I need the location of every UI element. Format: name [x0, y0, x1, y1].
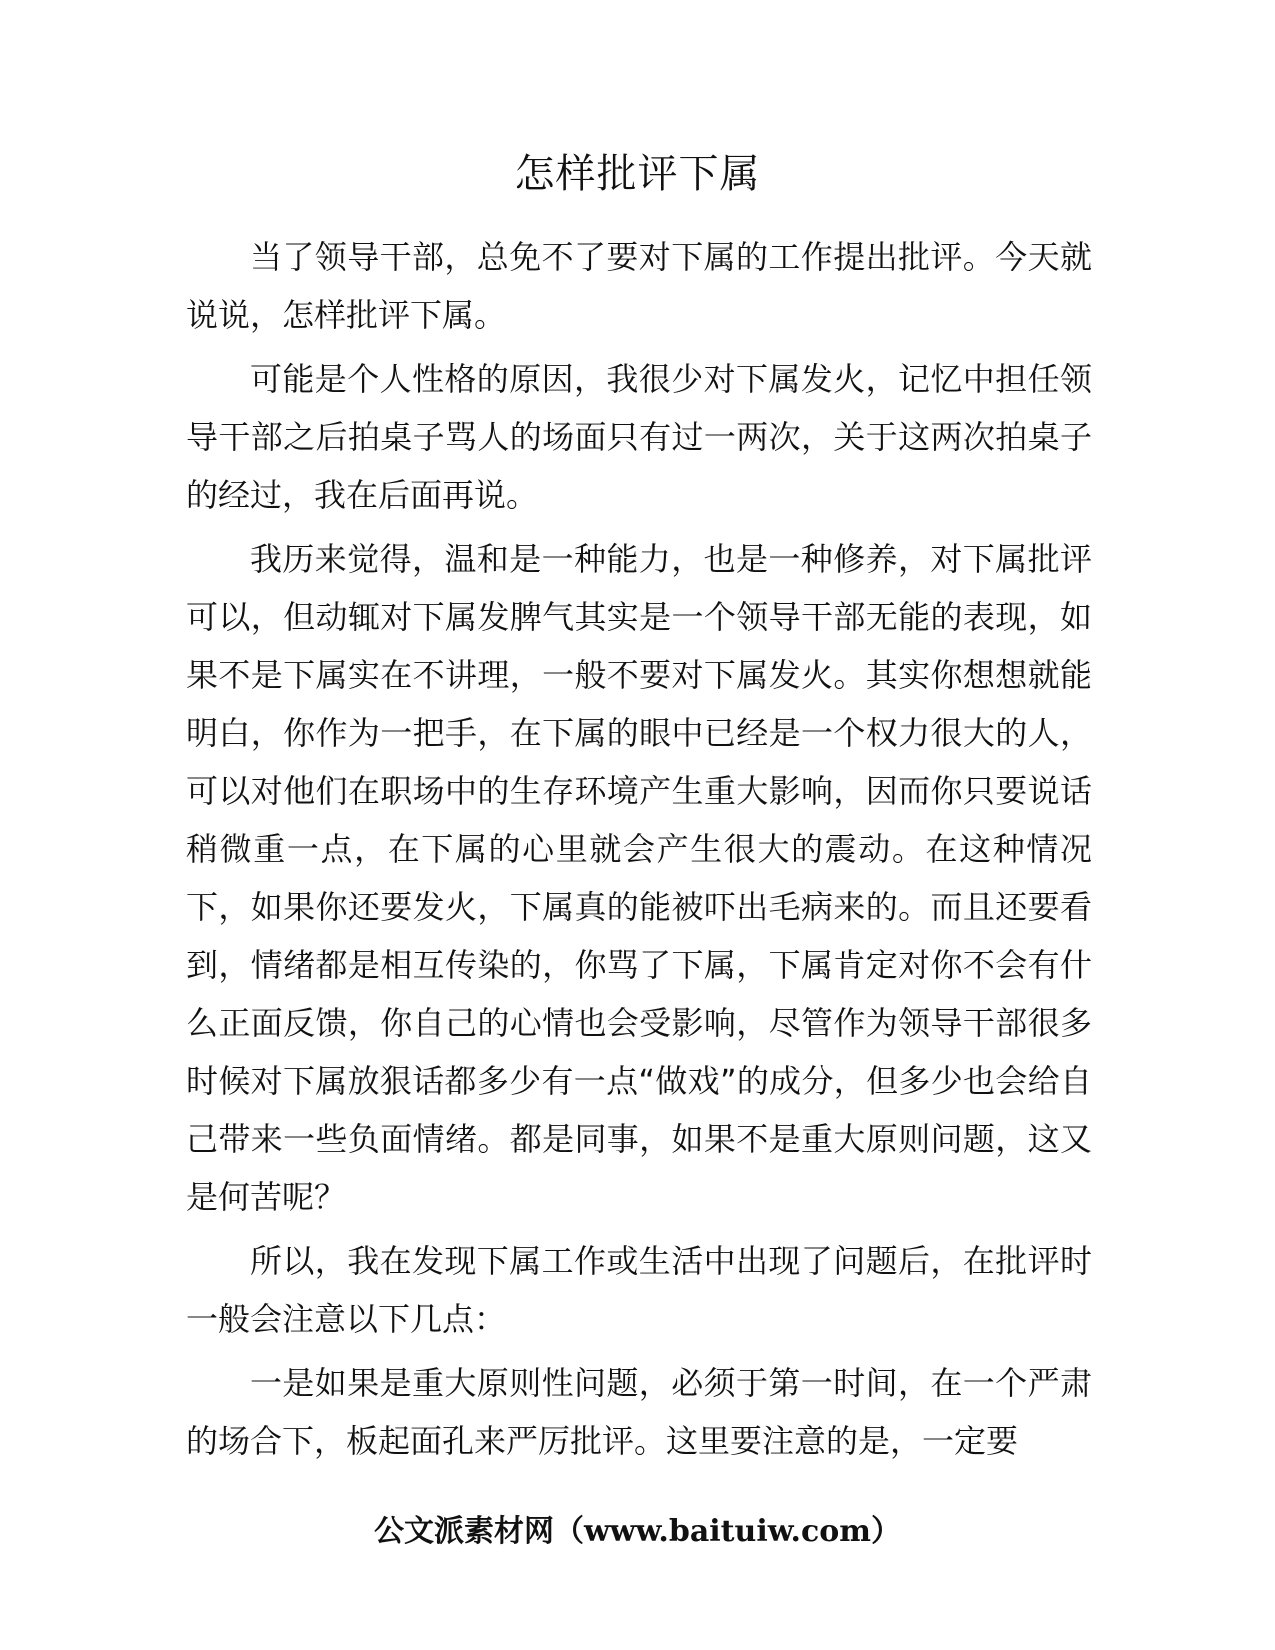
paragraph-1: 当了领导干部，总免不了要对下属的工作提出批评。今天就说说，怎样批评下属。 — [186, 238, 1092, 334]
paragraph-4: 所以，我在发现下属工作或生活中出现了问题后，在批评时一般会注意以下几点： — [186, 1242, 1092, 1338]
document-body — [186, 228, 1092, 1476]
paragraph-5: 一是如果是重大原则性问题，必须于第一时间，在一个严肃的场合下，板起面孔来严厉批评。这里要注意的是，一定要 — [186, 1364, 1092, 1460]
paragraph-2: 可能是个人性格的原因，我很少对下属发火，记忆中担任领导干部之后拍桌子骂人的场面只有过一两次，关于这两次拍桌子的经过，我在后面再说。 — [186, 360, 1092, 514]
document-title: 怎样批评下属 — [514, 151, 761, 197]
page-footer-watermark: 公文派素材网（www.baituiw.com） — [373, 1514, 902, 1549]
paragraph-3: 我历来觉得，温和是一种能力，也是一种修养，对下属批评可以，但动辄对下属发脾气其实是一个领导干部无能的表现，如果不是下属实在不讲理，一般不要对下属发火。其实你想想就能明白，你作为一把手，在下属的眼中已经是一个权力很大的人，可以对他们在职场中的生存环境产生重大影响，因而你只要说话稍微重一点，在下属的心里就会产生很大的震动。在这种情况下，如果你还要发火，下属真的能被吓出毛病来的。而且还要看到，情绪都是相互传染的，你骂了下属，下属肯定对你不会有什么正面反馈，你自己的心情也会受影响，尽管作为领导干部很多时候对下属放狠话都多少有一点“做戏”的成分，但多少也会给自己带来一些负面情绪。都是同事，如果不是重大原则问题，这又是何苦呢？ — [186, 540, 1092, 1216]
